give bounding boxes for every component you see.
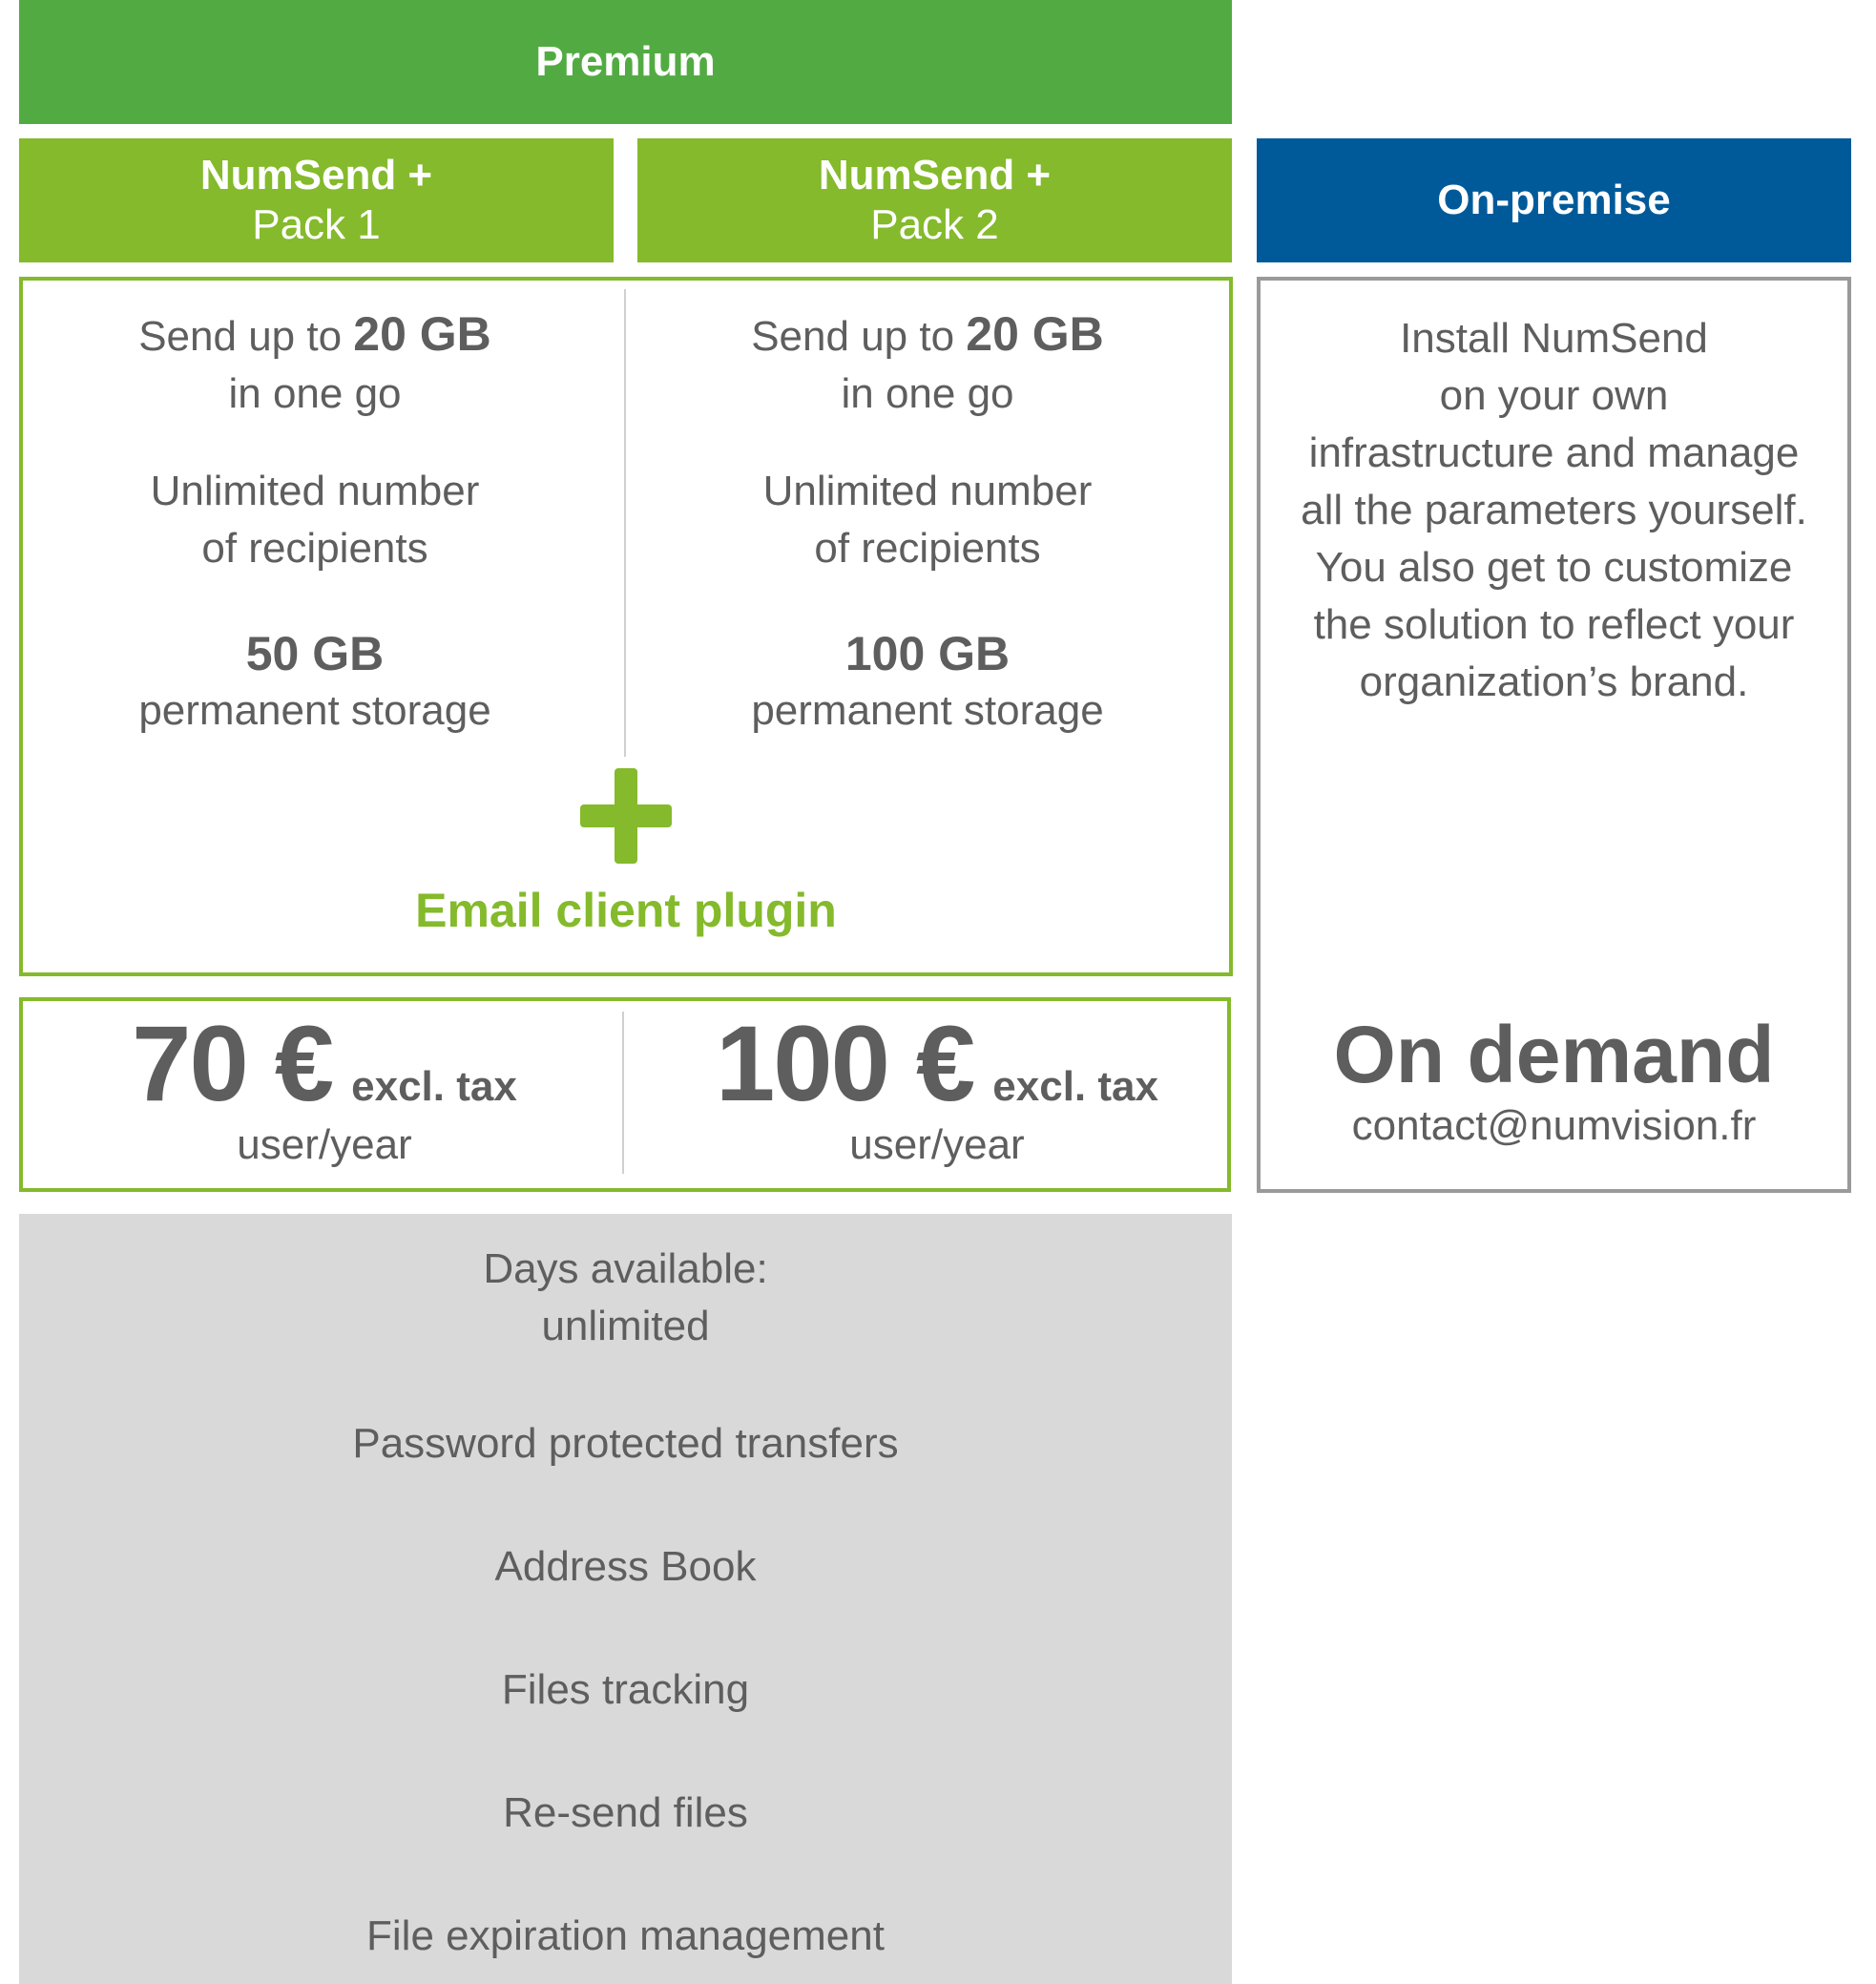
pack1-name: NumSend + (199, 152, 433, 198)
pack2-header (637, 138, 1232, 262)
days-available (19, 1241, 1232, 1355)
pack1-storage-label: permanent storage (138, 687, 491, 734)
pack1-send-line (29, 305, 601, 365)
pack2-send-suffix: in one go (841, 370, 1014, 417)
plus-icon (580, 768, 672, 864)
pack2-send-prefix: Send up to (751, 313, 967, 360)
pack2-features (641, 305, 1214, 740)
days-available-value: unlimited (541, 1303, 710, 1349)
pack1-header (19, 138, 614, 262)
contact-email-link[interactable]: contact@numvision.fr (1351, 1102, 1757, 1149)
pack1-send-size: 20 GB (353, 307, 491, 361)
pack2-recipients-line2: of recipients (814, 525, 1041, 572)
pack1-price-tax: excl. tax (351, 1063, 517, 1110)
feature-item: File expiration management (366, 1912, 885, 1959)
onpremise-desc-line: You also get to customize (1315, 544, 1793, 591)
pack2-name: NumSend + (818, 152, 1052, 198)
days-available-label: Days available: (483, 1245, 768, 1292)
pack1-price (29, 1002, 620, 1174)
premium-title: Premium (535, 38, 716, 85)
pack2-price-amount: 100 € (716, 1004, 974, 1123)
pack2-send-size: 20 GB (966, 307, 1104, 361)
pack1-label: Pack 1 (252, 201, 381, 248)
feature-item: Files tracking (501, 1666, 750, 1713)
pack1-price-unit: user/year (237, 1121, 412, 1168)
onpremise-price: On demand (1333, 1010, 1775, 1099)
pack2-price-unit: user/year (849, 1121, 1025, 1168)
features-divider (624, 289, 626, 757)
onpremise-description (1261, 310, 1847, 711)
onpremise-desc-line: on your own (1439, 372, 1669, 419)
pack2-price (641, 1002, 1233, 1174)
pack1-send-suffix: in one go (228, 370, 402, 417)
onpremise-desc-line: infrastructure and manage (1308, 429, 1800, 476)
pack1-features (29, 305, 601, 740)
pack1-recipients-line1: Unlimited number (150, 468, 480, 514)
pack1-price-amount: 70 € (132, 1004, 333, 1123)
feature-item: Password protected transfers (352, 1420, 899, 1467)
onpremise-desc-line: organization’s brand. (1359, 658, 1749, 705)
pack2-storage-label: permanent storage (751, 687, 1104, 734)
onpremise-title: On-premise (1437, 177, 1671, 223)
pack1-send-prefix: Send up to (138, 313, 354, 360)
pack2-price-tax: excl. tax (992, 1063, 1158, 1110)
premium-header (19, 0, 1232, 124)
price-divider (622, 1012, 624, 1174)
pack2-send-line (641, 305, 1214, 365)
feature-item: Address Book (494, 1543, 757, 1590)
onpremise-desc-line: all the parameters yourself. (1301, 487, 1807, 533)
onpremise-desc-line: Install NumSend (1400, 315, 1708, 362)
onpremise-header (1257, 138, 1851, 262)
pack2-recipients-line1: Unlimited number (762, 468, 1093, 514)
pack2-label: Pack 2 (870, 201, 999, 248)
email-plugin-label: Email client plugin (415, 884, 837, 937)
pack1-storage-amount: 50 GB (245, 627, 385, 680)
pack1-recipients-line2: of recipients (201, 525, 428, 572)
pack2-storage-amount: 100 GB (844, 627, 1011, 680)
onpremise-desc-line: the solution to reflect your (1313, 601, 1795, 648)
feature-item: Re-send files (503, 1789, 748, 1836)
